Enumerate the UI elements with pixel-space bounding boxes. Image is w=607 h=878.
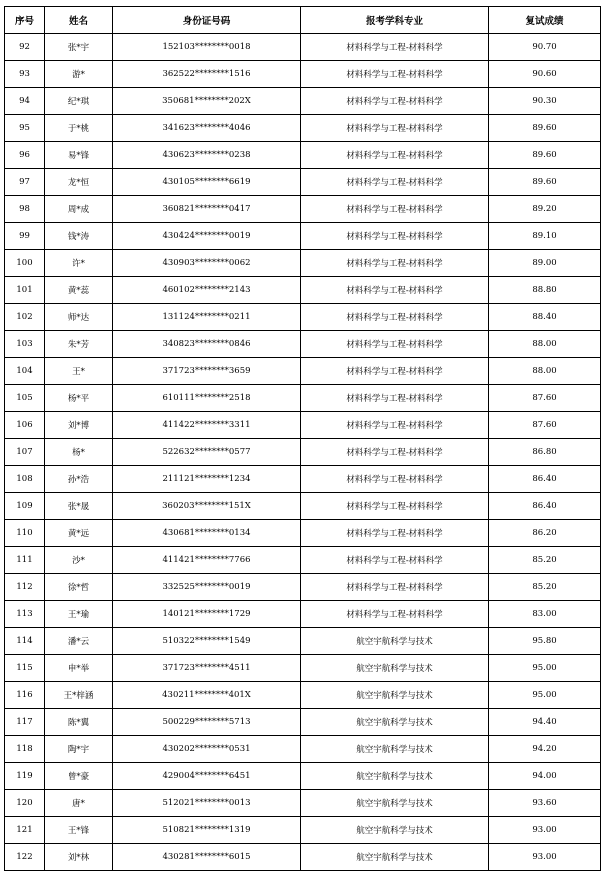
cell-major: 材料科学与工程-材料科学 [301,88,489,115]
cell-id-number: 360821********0417 [113,196,301,223]
cell-seq: 121 [5,817,45,844]
cell-name: 师*达 [45,304,113,331]
table-row [5,466,601,493]
cell-score: 88.00 [489,358,601,385]
cell-id-number: 430202********0531 [113,736,301,763]
table-row [5,169,601,196]
header-score: 复试成绩 [489,7,601,34]
cell-score: 87.60 [489,385,601,412]
table-row [5,34,601,61]
cell-score: 89.00 [489,250,601,277]
cell-name: 黄*远 [45,520,113,547]
cell-score: 88.40 [489,304,601,331]
cell-name: 潘*云 [45,628,113,655]
cell-name: 刘*林 [45,844,113,871]
cell-seq: 102 [5,304,45,331]
cell-name: 陈*翼 [45,709,113,736]
table-row [5,493,601,520]
cell-major: 航空宇航科学与技术 [301,817,489,844]
cell-seq: 106 [5,412,45,439]
cell-score: 90.70 [489,34,601,61]
table-row [5,709,601,736]
cell-id-number: 610111********2518 [113,385,301,412]
cell-major: 材料科学与工程-材料科学 [301,115,489,142]
cell-major: 材料科学与工程-材料科学 [301,277,489,304]
cell-score: 90.60 [489,61,601,88]
cell-major: 材料科学与工程-材料科学 [301,574,489,601]
cell-name: 纪*琪 [45,88,113,115]
cell-id-number: 340823********0846 [113,331,301,358]
table-row [5,88,601,115]
cell-id-number: 411422********3311 [113,412,301,439]
cell-major: 材料科学与工程-材料科学 [301,223,489,250]
cell-major: 材料科学与工程-材料科学 [301,61,489,88]
cell-score: 95.80 [489,628,601,655]
cell-score: 86.40 [489,493,601,520]
cell-score: 86.80 [489,439,601,466]
cell-id-number: 371723********3659 [113,358,301,385]
table-row [5,574,601,601]
cell-name: 王* [45,358,113,385]
table-row [5,412,601,439]
table-row [5,331,601,358]
cell-seq: 92 [5,34,45,61]
cell-major: 材料科学与工程-材料科学 [301,142,489,169]
cell-id-number: 510322********1549 [113,628,301,655]
cell-score: 94.00 [489,763,601,790]
header-name: 姓名 [45,7,113,34]
cell-score: 85.20 [489,547,601,574]
cell-major: 材料科学与工程-材料科学 [301,304,489,331]
cell-score: 87.60 [489,412,601,439]
cell-major: 材料科学与工程-材料科学 [301,196,489,223]
cell-id-number: 510821********1319 [113,817,301,844]
cell-major: 航空宇航科学与技术 [301,682,489,709]
cell-major: 材料科学与工程-材料科学 [301,250,489,277]
cell-major: 航空宇航科学与技术 [301,709,489,736]
cell-id-number: 430623********0238 [113,142,301,169]
table-row [5,439,601,466]
cell-name: 于*桃 [45,115,113,142]
cell-major: 材料科学与工程-材料科学 [301,358,489,385]
cell-seq: 115 [5,655,45,682]
table-row [5,547,601,574]
cell-name: 曾*豪 [45,763,113,790]
cell-score: 88.80 [489,277,601,304]
cell-seq: 95 [5,115,45,142]
cell-major: 航空宇航科学与技术 [301,736,489,763]
cell-score: 95.00 [489,682,601,709]
cell-major: 材料科学与工程-材料科学 [301,169,489,196]
cell-score: 89.20 [489,196,601,223]
table-row [5,277,601,304]
cell-seq: 97 [5,169,45,196]
cell-seq: 110 [5,520,45,547]
cell-seq: 104 [5,358,45,385]
table-row [5,628,601,655]
cell-id-number: 430211********401X [113,682,301,709]
cell-name: 游* [45,61,113,88]
cell-id-number: 430105********6619 [113,169,301,196]
cell-name: 朱*芳 [45,331,113,358]
cell-id-number: 429004********6451 [113,763,301,790]
cell-seq: 114 [5,628,45,655]
header-row [5,7,601,34]
cell-seq: 122 [5,844,45,871]
cell-id-number: 350681********202X [113,88,301,115]
cell-score: 89.10 [489,223,601,250]
cell-score: 83.00 [489,601,601,628]
table-row [5,385,601,412]
table-row [5,520,601,547]
cell-major: 航空宇航科学与技术 [301,790,489,817]
cell-id-number: 430281********6015 [113,844,301,871]
cell-seq: 112 [5,574,45,601]
cell-id-number: 360203********151X [113,493,301,520]
cell-seq: 98 [5,196,45,223]
cell-id-number: 341623********4046 [113,115,301,142]
cell-seq: 109 [5,493,45,520]
cell-major: 材料科学与工程-材料科学 [301,412,489,439]
table-row [5,61,601,88]
cell-seq: 113 [5,601,45,628]
cell-name: 王*锋 [45,817,113,844]
cell-name: 王*梓涵 [45,682,113,709]
cell-major: 材料科学与工程-材料科学 [301,34,489,61]
table-row [5,601,601,628]
cell-seq: 119 [5,763,45,790]
cell-name: 王*瑜 [45,601,113,628]
cell-major: 材料科学与工程-材料科学 [301,439,489,466]
cell-major: 材料科学与工程-材料科学 [301,466,489,493]
table-row [5,196,601,223]
table-row [5,250,601,277]
cell-name: 刘*博 [45,412,113,439]
cell-id-number: 211121********1234 [113,466,301,493]
cell-seq: 111 [5,547,45,574]
cell-seq: 107 [5,439,45,466]
cell-name: 杨* [45,439,113,466]
cell-seq: 96 [5,142,45,169]
results-table [4,6,601,871]
cell-name: 黄*蕊 [45,277,113,304]
cell-id-number: 131124********0211 [113,304,301,331]
cell-score: 93.00 [489,844,601,871]
table-row [5,790,601,817]
cell-id-number: 430681********0134 [113,520,301,547]
cell-score: 95.00 [489,655,601,682]
cell-seq: 94 [5,88,45,115]
cell-id-number: 522632********0577 [113,439,301,466]
cell-major: 材料科学与工程-材料科学 [301,520,489,547]
header-id-number: 身份证号码 [113,7,301,34]
cell-id-number: 500229********5713 [113,709,301,736]
table-header [5,7,601,34]
cell-score: 94.20 [489,736,601,763]
table-row [5,817,601,844]
cell-score: 86.40 [489,466,601,493]
cell-score: 94.40 [489,709,601,736]
cell-name: 钱*涛 [45,223,113,250]
cell-seq: 116 [5,682,45,709]
cell-seq: 117 [5,709,45,736]
cell-major: 航空宇航科学与技术 [301,628,489,655]
table-row [5,115,601,142]
table-row [5,844,601,871]
table-row [5,142,601,169]
cell-score: 85.20 [489,574,601,601]
table-row [5,763,601,790]
cell-seq: 103 [5,331,45,358]
cell-seq: 99 [5,223,45,250]
table-row [5,736,601,763]
cell-name: 徐*哲 [45,574,113,601]
cell-name: 杨*平 [45,385,113,412]
cell-score: 93.00 [489,817,601,844]
cell-major: 航空宇航科学与技术 [301,655,489,682]
cell-major: 材料科学与工程-材料科学 [301,331,489,358]
cell-seq: 120 [5,790,45,817]
cell-seq: 100 [5,250,45,277]
cell-score: 90.30 [489,88,601,115]
cell-name: 申*举 [45,655,113,682]
cell-id-number: 430424********0019 [113,223,301,250]
cell-name: 唐* [45,790,113,817]
cell-major: 材料科学与工程-材料科学 [301,547,489,574]
table-row [5,655,601,682]
cell-id-number: 140121********1729 [113,601,301,628]
cell-name: 沙* [45,547,113,574]
cell-score: 89.60 [489,169,601,196]
cell-name: 陶*宇 [45,736,113,763]
table-body [5,34,601,871]
table-row [5,223,601,250]
header-seq: 序号 [5,7,45,34]
cell-major: 材料科学与工程-材料科学 [301,493,489,520]
cell-major: 材料科学与工程-材料科学 [301,601,489,628]
table-row [5,304,601,331]
cell-name: 张*晟 [45,493,113,520]
cell-id-number: 332525********0019 [113,574,301,601]
cell-major: 航空宇航科学与技术 [301,844,489,871]
cell-major: 航空宇航科学与技术 [301,763,489,790]
cell-id-number: 371723********4511 [113,655,301,682]
cell-score: 89.60 [489,115,601,142]
cell-name: 周*成 [45,196,113,223]
cell-name: 易*锋 [45,142,113,169]
cell-score: 88.00 [489,331,601,358]
cell-name: 张*宇 [45,34,113,61]
cell-id-number: 512021********0013 [113,790,301,817]
header-major: 报考学科专业 [301,7,489,34]
cell-name: 许* [45,250,113,277]
cell-id-number: 430903********0062 [113,250,301,277]
cell-id-number: 362522********1516 [113,61,301,88]
table-row [5,682,601,709]
cell-seq: 101 [5,277,45,304]
cell-seq: 108 [5,466,45,493]
cell-seq: 118 [5,736,45,763]
cell-score: 89.60 [489,142,601,169]
cell-seq: 105 [5,385,45,412]
table-row [5,358,601,385]
cell-major: 材料科学与工程-材料科学 [301,385,489,412]
cell-name: 龙*恒 [45,169,113,196]
cell-score: 93.60 [489,790,601,817]
cell-seq: 93 [5,61,45,88]
cell-score: 86.20 [489,520,601,547]
cell-id-number: 460102********2143 [113,277,301,304]
cell-name: 孙*浩 [45,466,113,493]
cell-id-number: 152103********0018 [113,34,301,61]
cell-id-number: 411421********7766 [113,547,301,574]
